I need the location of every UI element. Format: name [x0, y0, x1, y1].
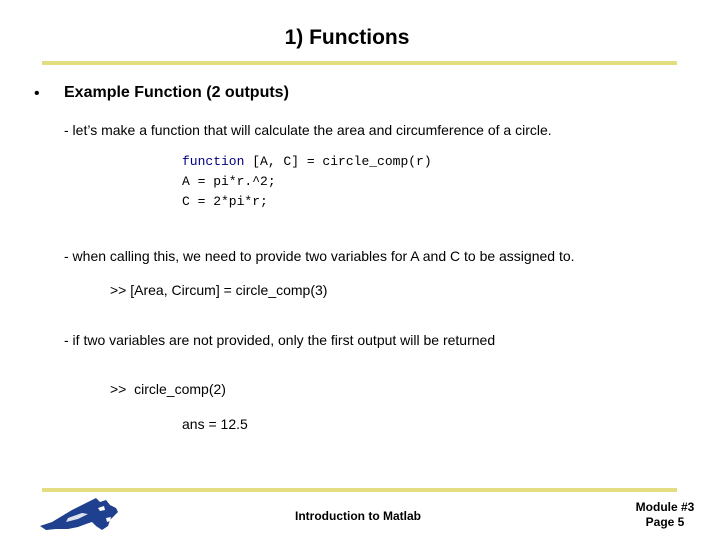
module-label: Module #3: [635, 500, 695, 514]
code-line-3: C = 2*pi*r;: [182, 194, 268, 209]
bullet-marker: •: [34, 85, 40, 102]
code-line-2: A = pi*r.^2;: [182, 174, 276, 189]
bottom-divider: [42, 488, 677, 492]
code-line-1-rest: [A, C] = circle_comp(r): [244, 154, 432, 169]
wildcat-logo-icon: [38, 496, 120, 534]
note-single-output: - if two variables are not provided, only the first output will be returned: [64, 332, 496, 348]
top-divider: [42, 61, 677, 65]
note-intro: - let’s make a function that will calculate the area and circumference of a circle.: [64, 122, 552, 138]
module-page-info: [626, 500, 704, 530]
answer-output: ans = 12.5: [182, 416, 248, 432]
bullet-heading: Example Function (2 outputs): [64, 84, 289, 101]
note-calling: - when calling this, we need to provide two variables for A and C to be assigned to.: [64, 248, 575, 264]
code-keyword: function: [182, 154, 245, 169]
slide-title: 1) Functions: [284, 26, 410, 49]
example-call-two-outputs: >> [Area, Circum] = circle_comp(3): [110, 282, 328, 298]
page-label: Page 5: [645, 515, 685, 529]
course-title: Introduction to Matlab: [295, 509, 421, 523]
code-line-1: [182, 154, 432, 169]
example-call-one-output: >> circle_comp(2): [110, 381, 226, 397]
